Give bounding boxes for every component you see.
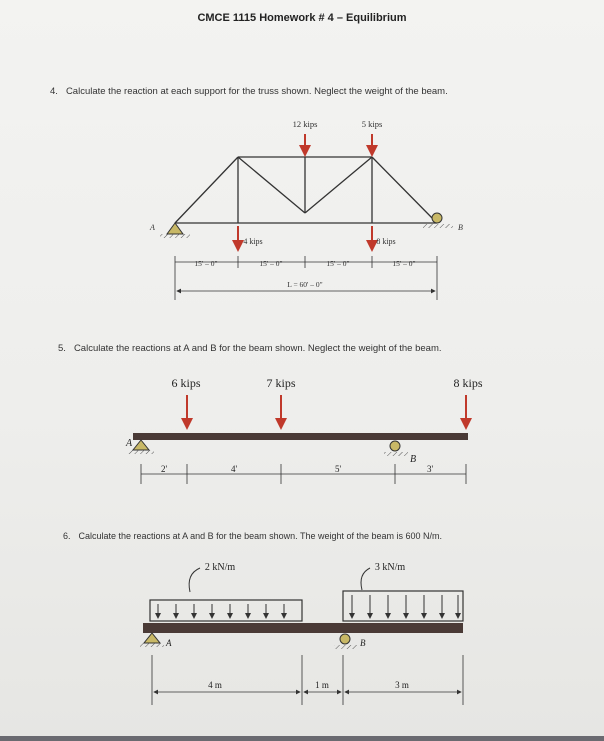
truss-web-1 [238,157,305,213]
truss-support-b-label: B [458,223,463,232]
truss-load-12-label: 12 kips [292,119,318,129]
truss-right-end [372,157,437,223]
beam6-support-a [140,633,164,647]
beam6-dimension-lines [152,655,463,705]
beam6-leader-3 [361,568,370,590]
beam6-load-2-arrows [158,604,284,618]
problem-6 [63,531,442,541]
truss-load-8-label: 8 kips [376,237,396,246]
beam5-load-7-label: 7 kips [266,376,296,390]
truss-support-a [160,223,190,238]
truss-web-2 [305,157,372,213]
beam5-dim-4: 4' [230,464,238,474]
beam5-support-b [384,441,408,456]
truss-panel-2: 15' – 0" [259,259,283,268]
beam6-leader-2 [189,568,200,592]
beam5-body [133,433,468,440]
problem-4-number: 4. [50,86,58,97]
beam6-load-3-arrows [352,595,458,618]
beam5-load-6-label: 6 kips [171,376,201,390]
truss-support-b [423,213,453,228]
beam6-dim-3m: 3 m [395,680,409,690]
beam6-load-3-block [343,591,463,621]
beam5-support-b-label: B [410,454,417,465]
beam6-load-3-label: 3 kN/m [374,562,406,573]
beam5-dimension-lines [141,464,466,484]
problem-6-text: Calculate the reactions at A and B for the beam shown. The weight of the beam is 600 N/m. [78,531,443,541]
problem-5-text: Calculate the reactions at A and B for the beam shown. Neglect the weight of the beam. [73,343,442,354]
truss-panel-1: 15' – 0" [194,259,218,268]
problem-6-number: 6. [63,531,71,541]
beam6-load-2-block [150,600,302,621]
truss-panel-3: 15' – 0" [326,259,350,268]
truss-support-a-label: A [150,223,155,232]
page-title: CMCE 1115 Homework # 4 – Equilibrium [197,12,407,24]
beam6-body [143,623,463,633]
truss-figure [175,157,437,223]
problem-4-text: Calculate the reaction at each support for the truss shown. Neglect the weight of the beam. [65,86,448,97]
truss-load-4-label: 4 kips [243,237,263,246]
beam6-dim-4m: 4 m [208,680,222,690]
truss-panel-4: 15' – 0" [392,259,416,268]
truss-total-length: L = 60' – 0" [287,280,323,289]
beam5-dim-3: 3' [426,464,434,474]
beam6-support-b [334,634,358,649]
beam5-support-a-label: A [126,438,133,449]
beam6-support-a-label: A [166,638,172,648]
beam6-support-b-label: B [360,638,366,648]
truss-load-5-label: 5 kips [361,119,383,129]
beam5-load-8-label: 8 kips [453,376,483,390]
beam5-dim-2: 2' [160,464,168,474]
problem-5-number: 5. [58,343,66,354]
beam6-load-2-label: 2 kN/m [204,562,236,573]
screen-bottom-edge [0,736,604,741]
truss-left-end [175,157,238,223]
beam6-dim-1m: 1 m [315,680,329,690]
beam5-dim-5: 5' [334,464,342,474]
problem-5 [58,343,442,354]
